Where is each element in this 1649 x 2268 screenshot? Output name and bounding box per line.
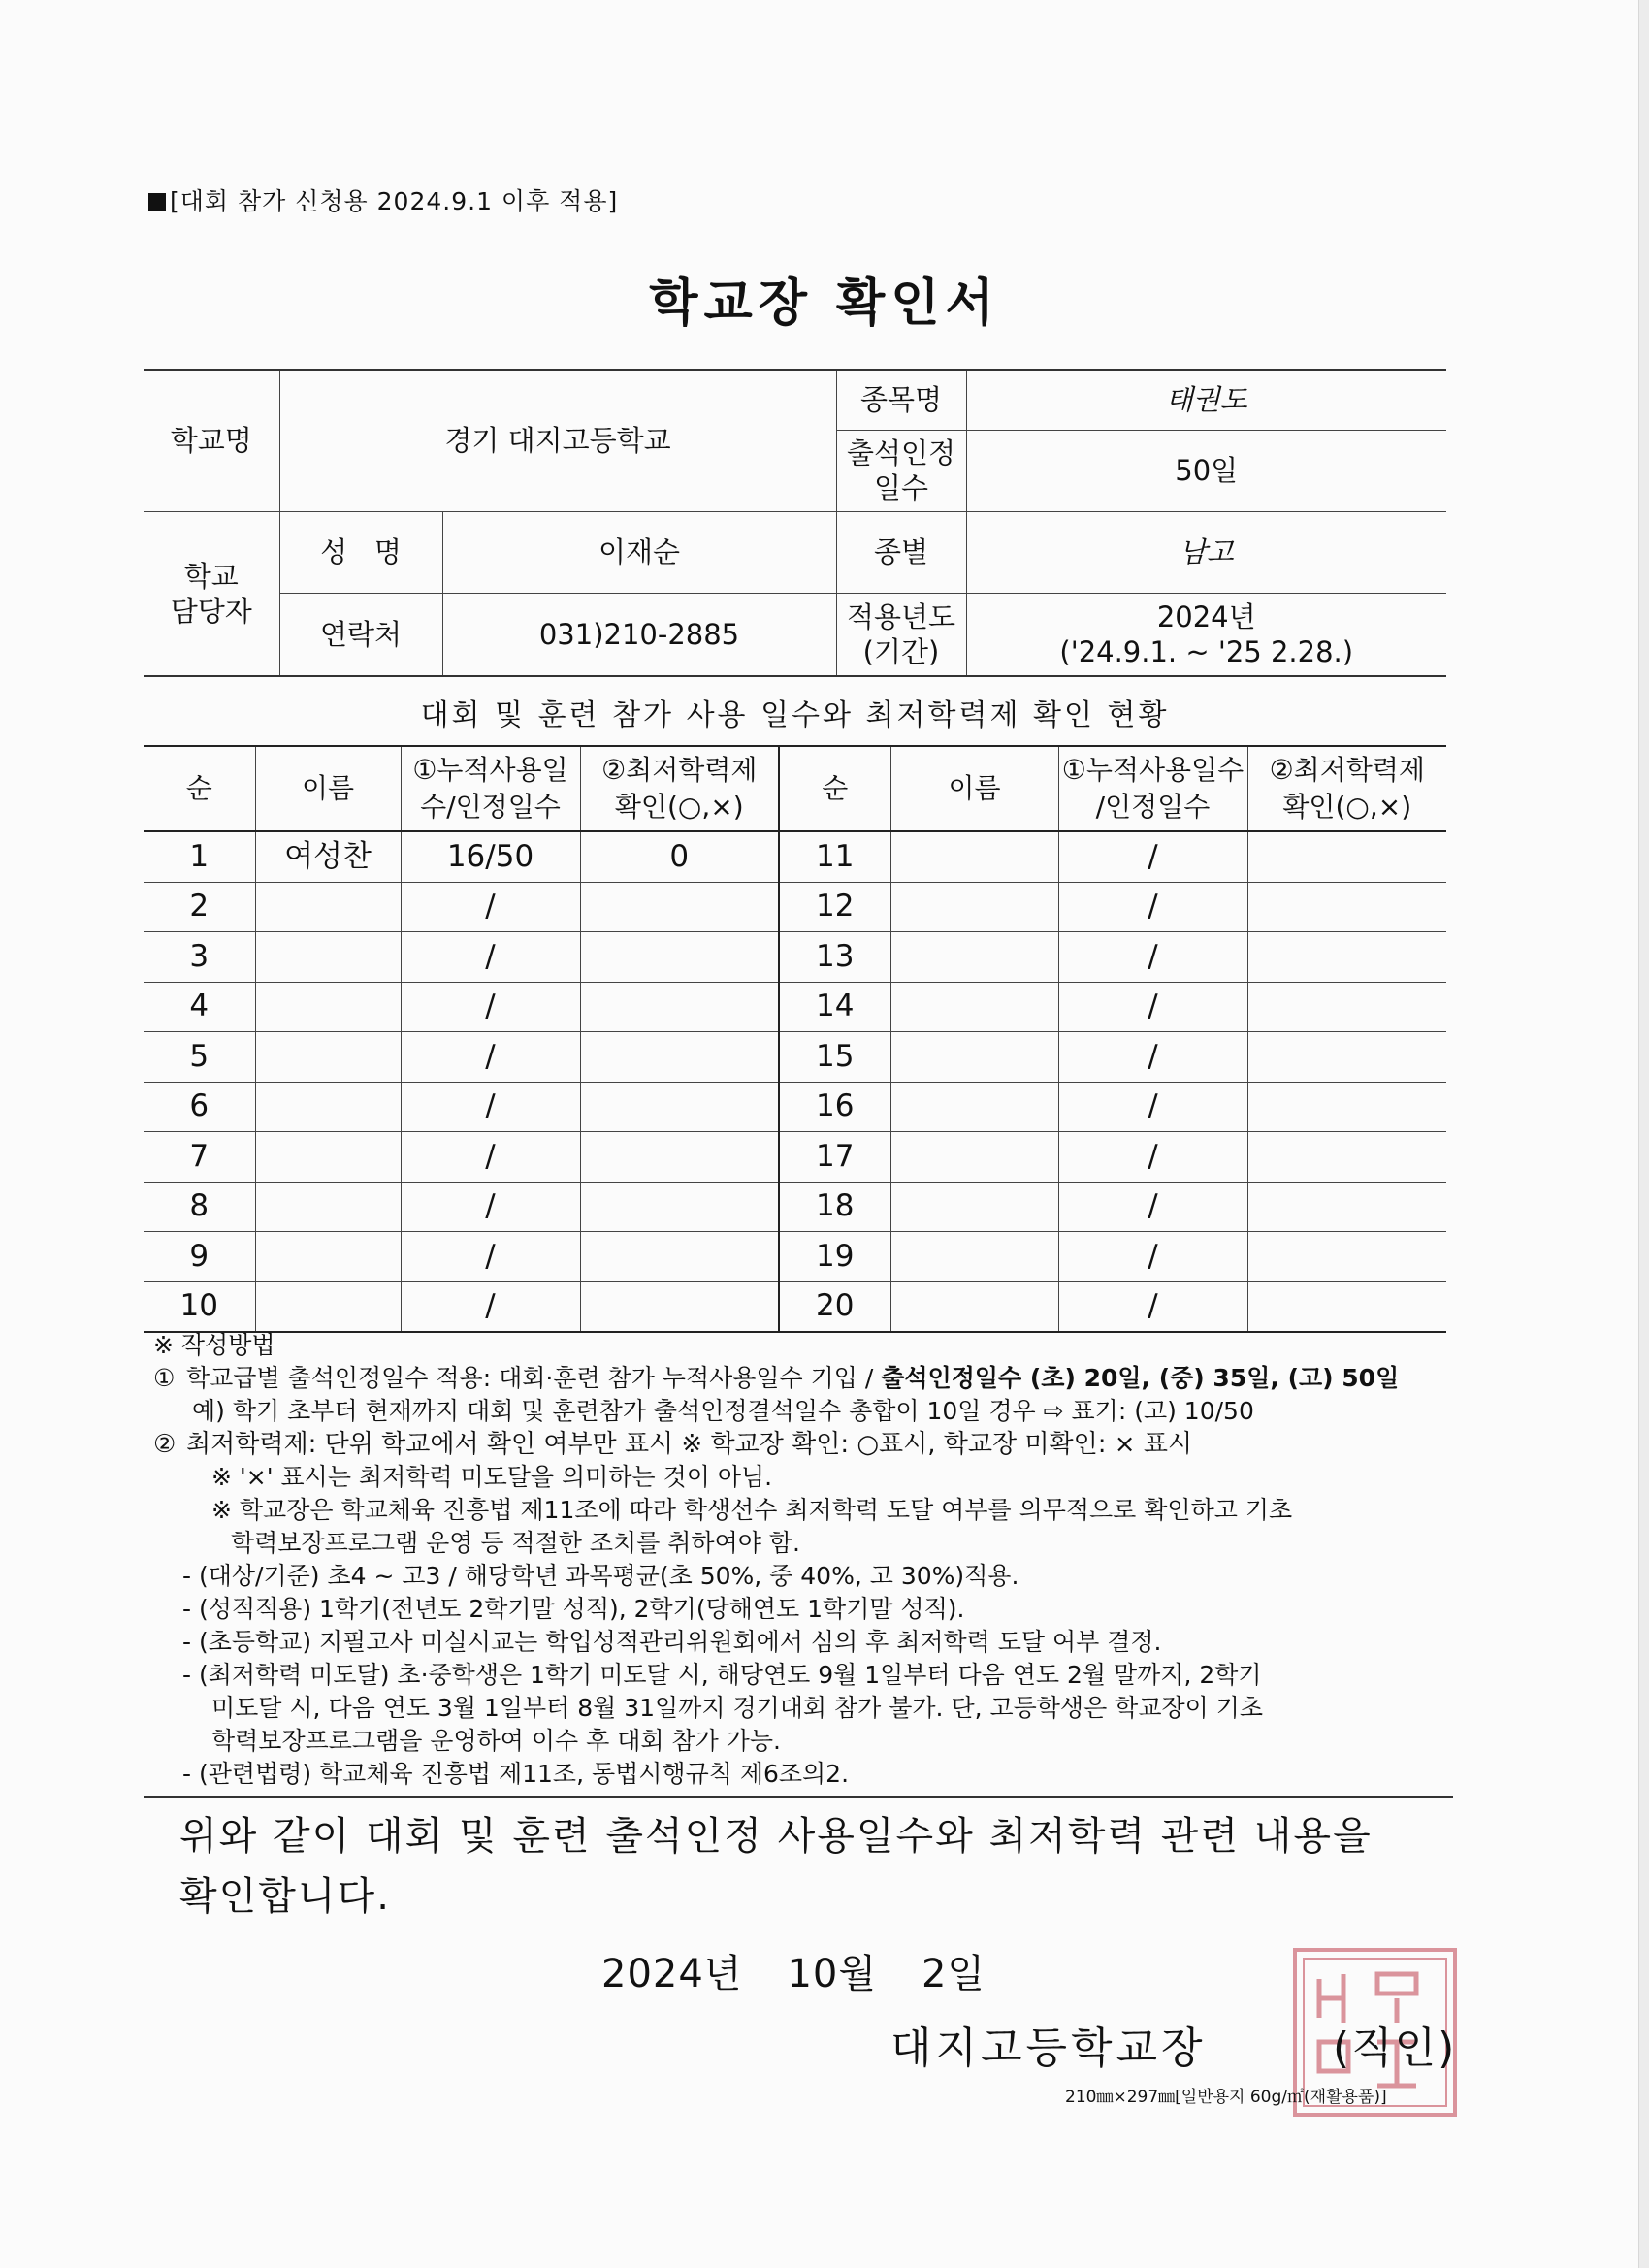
info-table [144,369,1446,677]
header-check: ②최저학력제 확인(○,×) [580,746,779,831]
cell-days: / [1058,1032,1247,1083]
cell-days: / [1058,982,1247,1032]
detail-grades: - (성적적용) 1학기(전년도 2학기말 성적), 2학기(당해연도 1학기말 성적). [182,1595,965,1623]
cell-days: / [1058,882,1247,932]
detail-underachieve-cont: 미도달 시, 다음 연도 3월 1일부터 8월 31일까지 경기대회 참가 불가. 단, 고등학생은 학교장이 기초 [211,1694,1264,1722]
table-row [144,1082,1446,1132]
cell-name [255,1182,401,1232]
name-value: 이재순 [442,511,836,593]
cell-no: 8 [144,1182,255,1232]
cell-name: 여성찬 [255,831,401,882]
cell-days: / [1058,1232,1247,1282]
cell-check: 0 [580,831,779,882]
cell-check [580,1082,779,1132]
cell-check [580,932,779,983]
cell-days: / [401,1281,580,1332]
cell-no: 12 [779,882,890,932]
cell-days: / [401,982,580,1032]
attendance-label: 출석인정 일수 [836,430,966,511]
sport-value: 태권도 [966,370,1446,430]
manager-label: 학교 담당자 [144,511,279,676]
note-2-b: ※ 학교장은 학교체육 진흥법 제11조에 따라 학생선수 최저학력 도달 여부를 의무적으로 확인하고 기초 [211,1496,1293,1524]
cell-check [1247,1281,1446,1332]
contact-value: 031)210-2885 [442,593,836,676]
cell-no: 13 [779,932,890,983]
cell-days: / [401,932,580,983]
detail-elementary: - (초등학교) 지필고사 미실시교는 학업성적관리위원회에서 심의 후 최저학력 도달 여부 결정. [182,1628,1162,1656]
table-row [144,882,1446,932]
cell-no: 11 [779,831,890,882]
cell-name [890,1232,1058,1282]
cell-check [1247,1182,1446,1232]
cell-check [580,1032,779,1083]
cell-name [890,982,1058,1032]
notes-title: ※ 작성방법 [153,1331,275,1359]
category-label: 종별 [836,511,966,593]
cell-name [255,1082,401,1132]
table-row [144,1281,1446,1332]
date-year: 2024년 [601,1952,743,1996]
cell-no: 1 [144,831,255,882]
cell-check [580,982,779,1032]
cell-no: 17 [779,1132,890,1183]
sport-label: 종목명 [836,370,966,430]
page-edge [1638,0,1649,2268]
cell-no: 3 [144,932,255,983]
note-1-example: 예) 학기 초부터 현재까지 대회 및 훈련참가 출석인정결석일수 총합이 10일 경우 ⇨ 표기: (고) 10/50 [192,1397,1254,1425]
attendance-value: 50일 [966,430,1446,511]
cell-days: / [1058,831,1247,882]
name-label: 성 명 [279,511,442,593]
confirmation-text: 위와 같이 대회 및 훈련 출석인정 사용일수와 최저학력 관련 내용을 확인합니다. [179,1814,1373,1919]
cell-no: 20 [779,1281,890,1332]
cell-no: 4 [144,982,255,1032]
detail-underachieve-cont2: 학력보장프로그램을 운영하여 이수 후 대회 참가 가능. [211,1727,781,1755]
cell-name [890,1182,1058,1232]
cell-days: / [401,1032,580,1083]
cell-check [1247,1032,1446,1083]
header-tag: [대회 참가 신청용 2024.9.1 이후 적용] [148,182,618,217]
cell-days: 16/50 [401,831,580,882]
date-month: 10월 [787,1952,877,1996]
divider [144,1796,1453,1798]
cell-check [1247,1232,1446,1282]
table-row [144,1132,1446,1183]
cell-check [580,1182,779,1232]
note-2-a: ※ '×' 표시는 최저학력 미도달을 의미하는 것이 아님. [211,1463,773,1491]
header-no: 순 [144,746,255,831]
cell-name [255,982,401,1032]
cell-no: 2 [144,882,255,932]
cell-days: / [1058,932,1247,983]
detail-target: - (대상/기준) 초4 ~ 고3 / 해당학년 과목평균(초 50%, 중 40%, 고 30%)적용. [182,1562,1019,1590]
cell-days: / [1058,1132,1247,1183]
cell-name [255,932,401,983]
cell-name [255,882,401,932]
year-label: 적용년도 (기간) [836,593,966,676]
table-row [144,831,1446,882]
cell-days: / [401,1082,580,1132]
cell-days: / [401,882,580,932]
table-row [144,1032,1446,1083]
school-value: 경기 대지고등학교 [279,370,836,511]
table-row [144,932,1446,983]
header-check: ②최저학력제 확인(○,×) [1247,746,1446,831]
cell-check [1247,831,1446,882]
cell-name [890,1082,1058,1132]
cell-no: 7 [144,1132,255,1183]
cell-check [580,1232,779,1282]
date-day: 2일 [921,1952,986,1996]
cell-days: / [1058,1082,1247,1132]
seal-label: (직인) [1333,2024,1457,2073]
cell-check [580,1281,779,1332]
cell-name [890,831,1058,882]
cell-name [890,1032,1058,1083]
cell-name [255,1032,401,1083]
header-name: 이름 [890,746,1058,831]
table-row [144,1182,1446,1232]
cell-days: / [401,1182,580,1232]
cell-name [890,1281,1058,1332]
cell-no: 14 [779,982,890,1032]
contact-label: 연락처 [279,593,442,676]
detail-law: - (관련법령) 학교체육 진흥법 제11조, 동법시행규칙 제6조의2. [182,1760,850,1788]
note-1: ① 학교급별 출석인정일수 적용: 대회·훈련 참가 누적사용일수 기입 / 출석인정일수 (초) 20일, (중) 35일, (고) 50일 [153,1364,1400,1392]
writing-instructions [153,1329,1458,1791]
year-value: 2024년 ('24.9.1. ~ '25 2.28.) [966,593,1446,676]
cell-no: 9 [144,1232,255,1282]
cell-no: 19 [779,1232,890,1282]
cell-days: / [401,1232,580,1282]
cell-days: / [1058,1182,1247,1232]
cell-no: 5 [144,1032,255,1083]
cell-check [1247,982,1446,1032]
cell-name [255,1132,401,1183]
participant-table [144,745,1446,1333]
detail-underachieve: - (최저학력 미도달) 초·중학생은 1학기 미도달 시, 해당연도 9월 1일부터 다음 연도 2월 말까지, 2학기 [182,1661,1262,1689]
cell-name [255,1281,401,1332]
cell-name [255,1232,401,1282]
cell-check [1247,1082,1446,1132]
cell-name [890,932,1058,983]
issue-date [601,1943,1030,1998]
header-no: 순 [779,746,890,831]
cell-days: / [1058,1281,1247,1332]
cell-name [890,882,1058,932]
paper-spec: 210㎜×297㎜[일반용지 60g/㎡(재활용품)] [1065,2088,1387,2107]
cell-days: / [401,1132,580,1183]
cell-check [580,1132,779,1183]
table-row [144,982,1446,1032]
cell-no: 15 [779,1032,890,1083]
signer-title: 대지고등학교장 [890,2024,1207,2073]
note-2-b-cont: 학력보장프로그램 운영 등 적절한 조치를 취하여야 함. [231,1529,800,1557]
header-name: 이름 [255,746,401,831]
cell-check [1247,932,1446,983]
category-value: 남고 [966,511,1446,593]
cell-no: 6 [144,1082,255,1132]
school-label: 학교명 [144,370,279,511]
cell-no: 18 [779,1182,890,1232]
cell-check [580,882,779,932]
document-title: 학교장 확인서 [649,275,1000,333]
section-title: 대회 및 훈련 참가 사용 일수와 최저학력제 확인 현황 [420,698,1170,732]
header-days: ①누적사용일 수/인정일수 [401,746,580,831]
table-row [144,1232,1446,1282]
cell-check [1247,882,1446,932]
cell-name [890,1132,1058,1183]
cell-no: 16 [779,1082,890,1132]
cell-no: 10 [144,1281,255,1332]
square-bullet-icon [148,193,166,211]
cell-check [1247,1132,1446,1183]
note-2: ② 최저학력제: 단위 학교에서 확인 여부만 표시 ※ 학교장 확인: ○표시, 학교장 미확인: × 표시 [153,1430,1193,1459]
header-days: ①누적사용일수 /인정일수 [1058,746,1247,831]
